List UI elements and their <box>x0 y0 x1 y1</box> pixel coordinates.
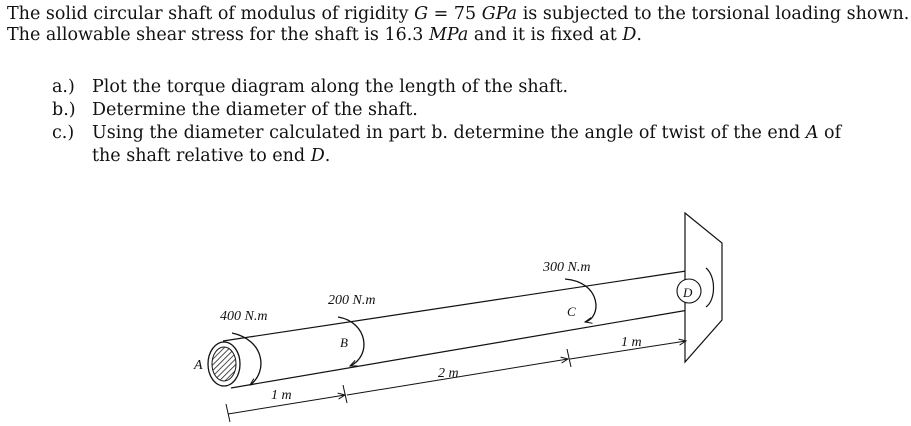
point-a-ref: A <box>805 123 819 143</box>
torque-label-b: 200 N.m <box>328 293 376 308</box>
dimension-tick-c <box>567 349 571 367</box>
problem-text: The solid circular shaft of modulus of rigidity <box>7 4 415 24</box>
problem-text: . <box>636 25 642 45</box>
task-text: Plot the torque diagram along the length of the shaft. <box>92 77 569 97</box>
length-label-bc: 2 m <box>438 366 459 381</box>
problem-text: The allowable shear stress for the shaft is 16.3 <box>7 25 429 45</box>
fixed-point-label: D <box>622 25 637 45</box>
task-label: c.) <box>52 123 75 143</box>
task-text-segment: of <box>818 123 842 143</box>
problem-text: and it is fixed at <box>468 25 623 45</box>
dimension-tick-a <box>226 404 230 422</box>
dimension-tick-b <box>343 385 347 403</box>
torque-label-a: 400 N.m <box>220 309 268 324</box>
task-label: b.) <box>52 100 76 120</box>
modulus-symbol: G <box>414 4 429 24</box>
modulus-unit: GPa <box>481 4 518 24</box>
problem-text: is subjected to the torsional loading shown. <box>517 4 910 24</box>
stress-unit: MPa <box>428 25 469 45</box>
length-label-ab: 1 m <box>271 388 292 403</box>
point-d-ref: D <box>310 146 325 166</box>
point-label-c: C <box>567 304 576 319</box>
task-label: a.) <box>52 77 75 97</box>
task-text-segment: . <box>324 146 331 166</box>
torque-label-c: 300 N.m <box>543 260 591 275</box>
length-label-cd: 1 m <box>621 335 642 350</box>
task-text: Determine the diameter of the shaft. <box>92 100 418 120</box>
point-label-a: A <box>194 358 203 373</box>
task-text-segment: Using the diameter calculated in part b. determine the angle of twist of the end <box>92 123 806 143</box>
shaft-body <box>223 268 706 388</box>
modulus-value: = 75 <box>428 4 482 24</box>
point-label-d: D <box>683 285 693 300</box>
task-text-segment: the shaft relative to end <box>92 146 311 166</box>
point-label-b: B <box>340 335 348 350</box>
end-a-hatch <box>212 347 236 381</box>
